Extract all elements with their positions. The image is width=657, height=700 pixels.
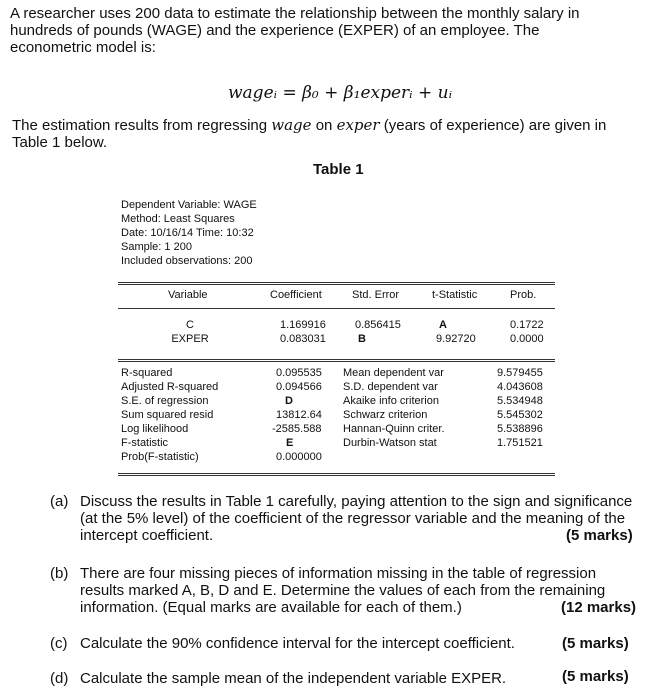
stat-value-se-regression: D xyxy=(285,395,293,407)
stat-label-durbin-watson: Durbin-Watson stat xyxy=(343,437,437,449)
dependent-variable: Dependent Variable: WAGE xyxy=(121,199,257,211)
stat-label-hannan-quinn: Hannan-Quinn criter. xyxy=(343,423,445,435)
question-c-marks: (5 marks) xyxy=(562,635,629,652)
stat-value-adj-r-squared: 0.094566 xyxy=(276,381,322,393)
row-c-std-error: 0.856415 xyxy=(355,319,401,331)
stat-label-ssr: Sum squared resid xyxy=(121,409,214,421)
stat-label-sd-dep: S.D. dependent var xyxy=(343,381,438,393)
question-b-marks: (12 marks) xyxy=(561,599,637,616)
observations: Included observations: 200 xyxy=(121,255,253,267)
model-equation: wageᵢ = β₀ + β₁experᵢ + uᵢ xyxy=(228,83,452,103)
row-exper-prob: 0.0000 xyxy=(510,333,544,345)
estimation-intro xyxy=(12,117,652,151)
intro-line-1: A researcher uses 200 data to estimate the relationship between the monthly salary in xyxy=(10,5,580,22)
stat-value-hannan-quinn: 5.538896 xyxy=(497,423,543,435)
question-b-label: (b) xyxy=(50,565,69,582)
date-time: Date: 10/16/14 Time: 10:32 xyxy=(121,227,254,239)
row-c-t-stat: A xyxy=(439,319,447,331)
stat-value-r-squared: 0.095535 xyxy=(276,367,322,379)
row-c-coefficient: 1.169916 xyxy=(280,319,326,331)
row-c-prob: 0.1722 xyxy=(510,319,544,331)
stat-label-f-statistic: F-statistic xyxy=(121,437,169,449)
sample: Sample: 1 200 xyxy=(121,241,192,253)
question-b-line-3: information. (Equal marks are available for each of them.) xyxy=(80,599,462,616)
question-d-label: (d) xyxy=(50,670,69,687)
stat-label-prob-f: Prob(F-statistic) xyxy=(121,451,199,463)
stat-label-log-likelihood: Log likelihood xyxy=(121,423,189,435)
row-exper-variable: EXPER xyxy=(171,333,209,345)
est-text-2: on xyxy=(311,117,337,134)
stat-value-f-statistic: E xyxy=(286,437,294,449)
stat-value-ssr: 13812.64 xyxy=(276,409,322,421)
stat-value-mean-dep: 9.579455 xyxy=(497,367,543,379)
col-header-prob: Prob. xyxy=(510,289,537,301)
stat-value-sd-dep: 4.043608 xyxy=(497,381,543,393)
stat-label-r-squared: R-squared xyxy=(121,367,173,379)
stat-label-se-regression: S.E. of regression xyxy=(121,395,209,407)
est-text-1: The estimation results from regressing xyxy=(12,117,272,134)
stat-label-akaike: Akaike info criterion xyxy=(343,395,439,407)
question-a-line-1: Discuss the results in Table 1 carefully, paying attention to the sign and significance xyxy=(80,493,633,510)
est-line-2: Table 1 below. xyxy=(12,134,108,151)
table-rule-mid-2 xyxy=(118,361,555,362)
question-d-line-1: Calculate the sample mean of the independent variable EXPER. xyxy=(80,670,507,687)
question-a-marks: (5 marks) xyxy=(566,527,633,544)
est-var-exper: exper xyxy=(336,116,380,134)
stat-value-schwarz: 5.545302 xyxy=(497,409,543,421)
table-title: Table 1 xyxy=(313,161,364,178)
question-c-label: (c) xyxy=(50,635,68,652)
stat-value-akaike: 5.534948 xyxy=(497,395,543,407)
row-c-variable: C xyxy=(186,319,194,331)
est-text-3: (years of experience) are given in xyxy=(379,117,607,134)
stat-label-mean-dep: Mean dependent var xyxy=(343,367,444,379)
method: Method: Least Squares xyxy=(121,213,235,225)
row-exper-coefficient: 0.083031 xyxy=(280,333,326,345)
row-exper-std-error: B xyxy=(358,333,366,345)
question-d-marks: (5 marks) xyxy=(562,668,629,685)
question-a-label: (a) xyxy=(50,493,69,510)
col-header-variable: Variable xyxy=(168,289,208,301)
question-b-line-1: There are four missing pieces of information missing in the table of regression xyxy=(80,565,597,582)
table-rule-top-2 xyxy=(118,284,555,285)
stat-label-adj-r-squared: Adjusted R-squared xyxy=(121,381,219,393)
question-c-line-1: Calculate the 90% confidence interval for the intercept coefficient. xyxy=(80,635,515,652)
table-rule-mid xyxy=(118,359,555,360)
question-a-line-3: intercept coefficient. xyxy=(80,527,214,544)
est-var-wage: wage xyxy=(271,116,312,134)
row-exper-t-stat: 9.92720 xyxy=(436,333,476,345)
table-rule-header xyxy=(118,308,555,309)
col-header-coefficient: Coefficient xyxy=(270,289,322,301)
table-rule-bottom xyxy=(118,473,555,474)
intro-line-3: econometric model is: xyxy=(10,39,156,56)
question-a-line-2: (at the 5% level) of the coefficient of the regressor variable and the meaning of the xyxy=(80,510,626,527)
stat-label-schwarz: Schwarz criterion xyxy=(343,409,428,421)
question-b-line-2: results marked A, B, D and E. Determine the values of each from the remaining xyxy=(80,582,606,599)
stat-value-log-likelihood: -2585.588 xyxy=(272,423,322,435)
stat-value-prob-f: 0.000000 xyxy=(276,451,322,463)
col-header-std-error: Std. Error xyxy=(352,289,400,301)
regression-header xyxy=(121,198,257,268)
intro-line-2: hundreds of pounds (WAGE) and the experience (EXPER) of an employee. The xyxy=(10,22,540,39)
table-rule-top xyxy=(118,282,555,283)
problem-intro xyxy=(10,5,640,56)
col-header-t-statistic: t-Statistic xyxy=(432,289,478,301)
stat-value-durbin-watson: 1.751521 xyxy=(497,437,543,449)
table-rule-bottom-2 xyxy=(118,475,555,476)
